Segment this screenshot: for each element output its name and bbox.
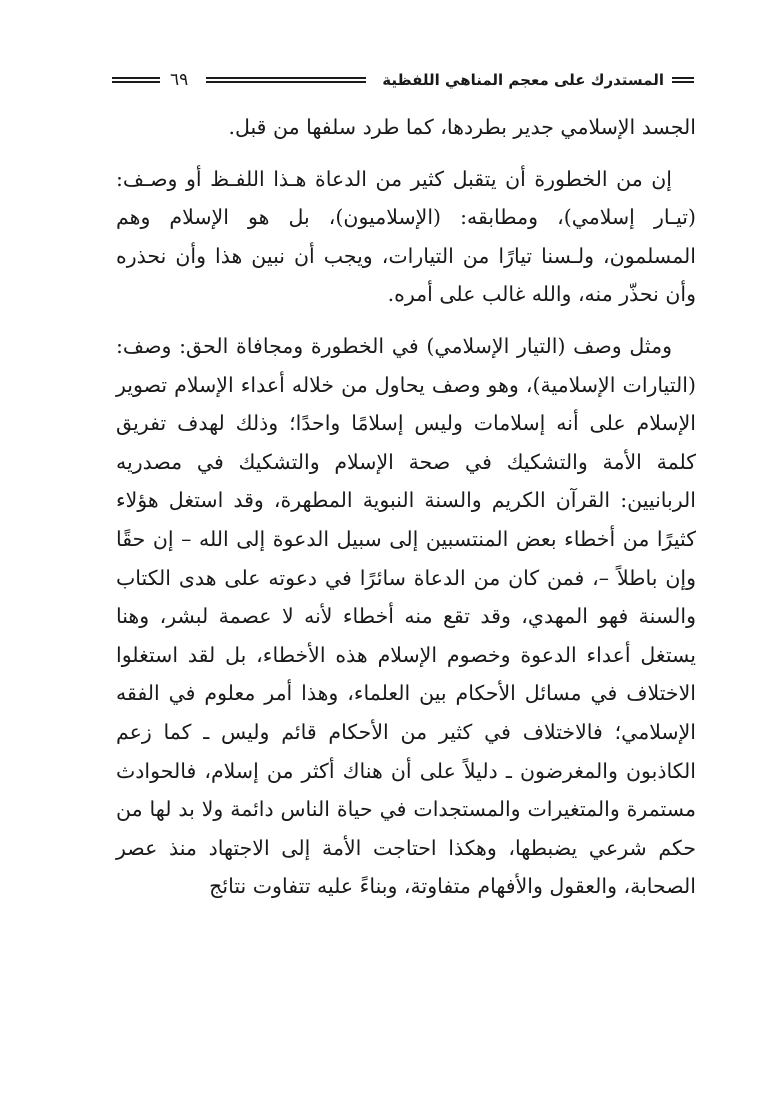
header-rule-middle	[206, 77, 366, 83]
paragraph: إن من الخطورة أن يتقبل كثير من الدعاة هـذا اللفـظ أو وصـف: (تيـار إسلامي)، ومطابقه: (الإسلاميون)، بل هو الإسلام وهم المسلمون، ولـسنا تيارًا من التيارات، ويجب أن نبين هذا وأن نحذره وأن نحذّر منه، والله غالب على أمره.	[116, 166, 696, 307]
running-title: المستدرك على معجم المناهي اللفظية	[382, 71, 664, 89]
paragraph: الجسد الإسلامي جدير بطردها، كما طرد سلفها من قبل.	[228, 115, 696, 139]
page-number: ٦٩	[170, 70, 189, 90]
paragraph: ومثل وصف (التيار الإسلامي) في الخطورة ومجافاة الحق: وصف: (التيارات الإسلامية)، وهو وصف يحاول من خلاله أعداء الإسلام تصوير الإسلام على أنه إسلامات وليس إسلامًا واحدًا؛ وذلك لهدف تفريق كلمة الأمة والتشكيك في صحة الإسلام والتشكيك في مصدريه الربانيين: القرآن الكريم والسنة النبوية المطهرة، وقد استغل هؤلاء كثيرًا من أخطاء بعض المنتسبين إلى سبيل الدعوة إلى الله – إن حقًا وإن باطلاً –، فمن كان من الدعاة سائرًا في دعوته على هدى الكتاب والسنة فهو المهدي، وقد تقع منه أخطاء لأنه لا عصمة لبشر، وهنا يستغل أعداء الدعوة وخصوم الإسلام هذه الأخطاء، بل لقد استغلوا الاختلاف في مسائل الأحكام بين العلماء، وهذا أمر معلوم في الفقه الإسلامي؛ فالاختلاف في كثير من الأحكام قائم وليس ـ كما زعم الكاذبون والمغرضون ـ دليلاً على أن هناك أكثر من إسلام، فالحوادث مستمرة والمتغيرات والمستجدات في حياة الناس دائمة ولا بد لها من حكم شرعي يضبطها، وهكذا احتاجت الأمة إلى الاجتهاد منذ عصر الصحابة، والعقول والأفهام متفاوتة، وبناءً عليه تتفاوت نتائج	[116, 333, 696, 899]
header-rule-left	[112, 77, 160, 83]
body-text	[116, 108, 696, 919]
header-rule-right	[672, 77, 694, 83]
running-header	[112, 66, 694, 94]
